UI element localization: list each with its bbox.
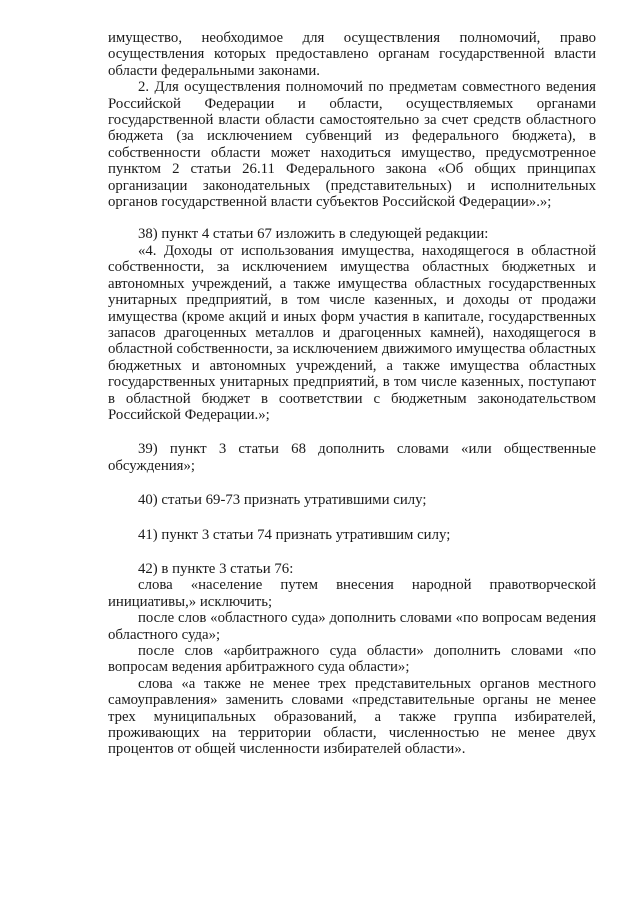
paragraph-gap (108, 474, 596, 492)
paragraph-item-2: 2. Для осуществления полномочий по предметам совместного ведения Российской Федерации и области, осуществляемых органами государственной власти области самостоятельно за счет средств областного бюджета (за исключением субвенций из федерального бюджета), в собственности области может находиться имущество, предусмотренное пунктом 2 статьи 26.11 Федерального закона «Об общих принципах организации законодательных (представительных) и исполнительных органов государственной власти субъектов Российской Федерации».»; (108, 79, 596, 211)
paragraph-item-41: 41) пункт 3 статьи 74 признать утратившим силу; (138, 526, 451, 543)
paragraph-item-38: 38) пункт 4 статьи 67 изложить в следующей редакции: (138, 226, 489, 243)
paragraph-item-39: 39) пункт 3 статьи 68 дополнить словами «или общественные обсуждения»; (108, 441, 596, 474)
paragraph-item-42-sub-4: слова «а также не менее трех представительных органов местного самоуправления» заменить словами «представительные органы не менее трех муниципальных образований, а также группа избирателей, проживающих на территории области, численностью не менее двух процентов от общей численности избирателей области». (108, 675, 596, 758)
document-body (108, 30, 596, 758)
paragraph-item-42-sub-2: после слов «областного суда» дополнить словами «по вопросам ведения областного суда»; (108, 610, 596, 643)
paragraph-item-42-sub-1: слова «население путем внесения народной правотворческой инициативы,» исключить; (108, 577, 596, 610)
paragraph-item-40: 40) статьи 69-73 признать утратившими силу; (138, 492, 427, 509)
paragraph-gap (108, 423, 596, 441)
paragraph-new-text-point-4: «4. Доходы от использования имущества, находящегося в областной собственности, за исключением имущества областных бюджетных и автономных учреждений, а также имущества областных государственных унитарных предприятий, в том числе казенных, и доходы от продажи имущества (кроме акций и иных форм участия в капитале, государственных запасов драгоценных металлов и драгоценных камней), находящегося в областной собственности, за исключением движимого имущества областных бюджетных и автономных учреждений, а также имущества областных государственных унитарных предприятий, в том числе казенных, поступают в областной бюджет в соответствии с бюджетным законодательством Российской Федерации.»; (108, 242, 596, 423)
paragraph-gap (108, 210, 596, 226)
paragraph-property-continuation: имущество, необходимое для осуществления полномочий, право осуществления которых предоставлено органам государственной власти области федеральными законами. (108, 30, 596, 79)
paragraph-gap (108, 543, 596, 561)
paragraph-gap (108, 509, 596, 527)
paragraph-item-42-sub-3: после слов «арбитражного суда области» дополнить словами «по вопросам ведения арбитражного суда области»; (108, 643, 596, 676)
paragraph-item-42: 42) в пункте 3 статьи 76: (138, 560, 294, 577)
